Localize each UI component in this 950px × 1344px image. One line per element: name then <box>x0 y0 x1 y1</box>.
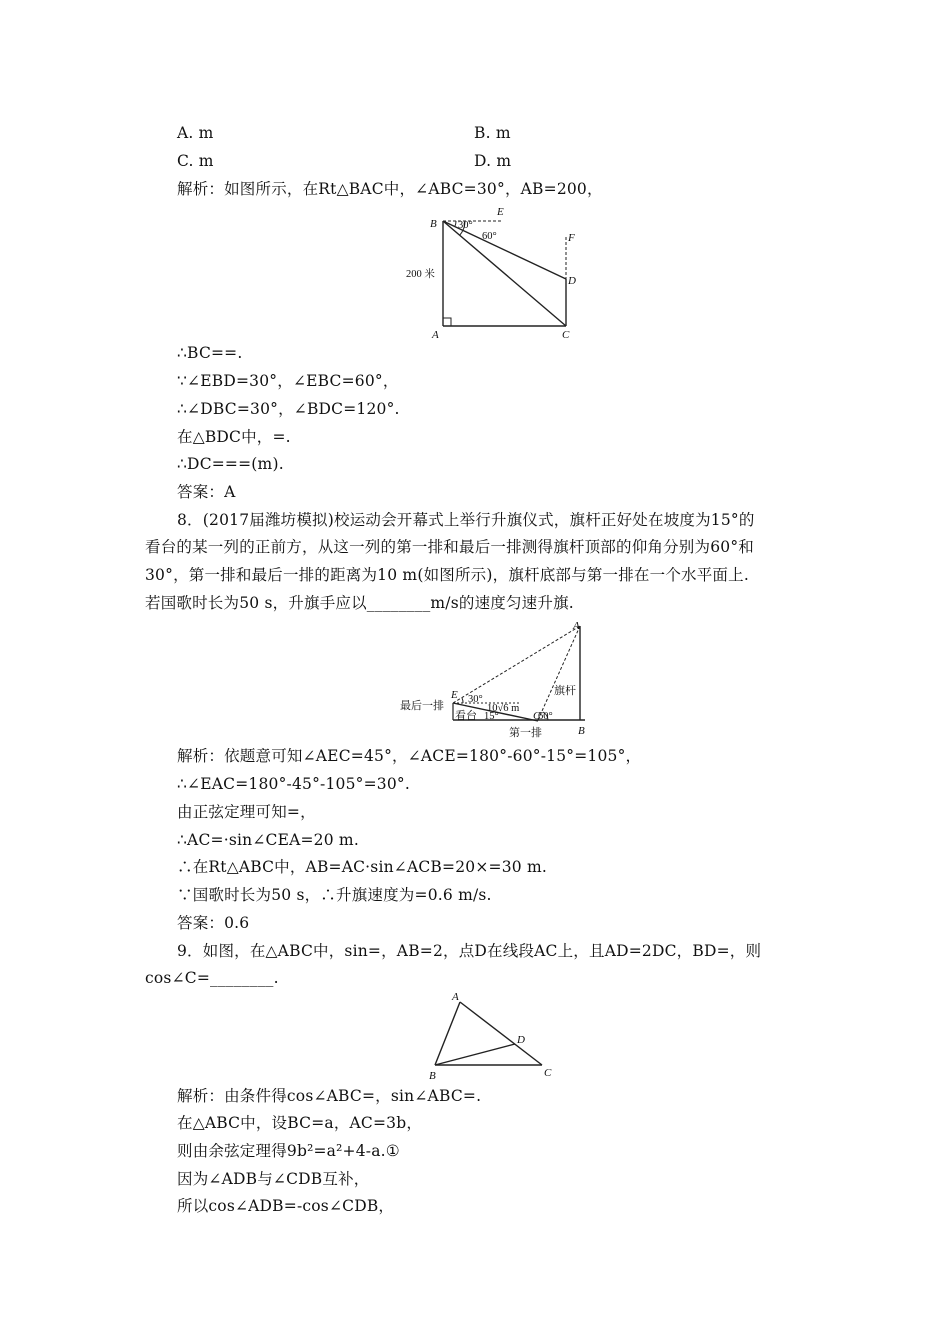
q8-answer: 答案：0.6 <box>177 914 250 932</box>
q8-solution-line: ∵国歌时长为50 s，∴升旗速度为=0.6 m/s. <box>177 886 492 904</box>
angle-arc-30 <box>455 221 456 227</box>
choice-c: C. m <box>177 152 214 170</box>
label-f: F <box>568 232 575 244</box>
choice-a: A. m <box>177 124 214 142</box>
q8-solution-line: 由正弦定理可知=， <box>177 803 316 821</box>
q9-solution-line: 因为∠ADB与∠CDB互补， <box>177 1170 370 1188</box>
q7-solution-line: ∴BC==. <box>177 344 243 362</box>
label-angle-30: 30° <box>458 220 473 231</box>
label-stand: 看台 <box>455 710 477 722</box>
choice-d: D. m <box>474 152 512 170</box>
q8-figure <box>395 618 600 740</box>
label-e: E <box>497 206 504 218</box>
angle-arc-e <box>462 698 463 703</box>
q9-stem-line: cos∠C=________. <box>145 969 279 987</box>
q9-stem-line: 9．如图，在△ABC中，sin=，AB=2，点D在线段AC上，且AD=2DC，BD=，则 <box>177 942 762 960</box>
q8-stem-line: 8．(2017届潍坊模拟)校运动会开幕式上举行升旗仪式，旗杆正好处在坡度为15°的 <box>177 511 755 529</box>
q7-solution-line: ∴DC===(m). <box>177 455 284 473</box>
label-flagpole: 旗杆 <box>554 685 576 697</box>
label-last-row: 最后一排 <box>400 700 444 712</box>
q9-solution-line: 所以cos∠ADB=-cos∠CDB， <box>177 1197 395 1215</box>
right-angle-mark <box>443 318 451 326</box>
label-first-row: 第一排 <box>509 727 542 739</box>
label-a: A <box>573 620 580 632</box>
q9-figure <box>420 990 560 1082</box>
q7-solution-line: 在△BDC中，=. <box>177 428 291 446</box>
label-angle-30: 30° <box>468 694 483 705</box>
label-angle-15: 15° <box>484 711 499 722</box>
q7-solution-line: ∵∠EBD=30°，∠EBC=60°， <box>177 372 399 390</box>
label-e: E <box>451 689 458 701</box>
label-angle-60: 60° <box>482 231 497 242</box>
label-c: C <box>533 710 541 722</box>
q7-figure <box>400 205 600 341</box>
q8-solution-line: ∴在Rt△ABC中，AB=AC·sin∠ACB=20×=30 m. <box>177 858 547 876</box>
label-d: D <box>517 1034 525 1046</box>
q8-solution-line: ∴AC=·sin∠CEA=20 m. <box>177 831 359 849</box>
label-b: B <box>430 218 437 230</box>
sightline-c <box>538 626 580 720</box>
segment-bc <box>443 221 566 326</box>
label-a: A <box>452 991 459 1003</box>
label-distance: 10√6 m <box>487 703 520 714</box>
choice-b: B. m <box>474 124 511 142</box>
label-b: B <box>429 1070 436 1082</box>
q8-solution-line: ∴∠EAC=180°-45°-105°=30°. <box>177 775 411 793</box>
label-c: C <box>562 329 570 341</box>
label-200m: 200 米 <box>406 269 435 280</box>
q7-answer: 答案：A <box>177 483 236 501</box>
label-c: C <box>544 1067 552 1079</box>
q7-solution-line: ∴∠DBC=30°，∠BDC=120°. <box>177 400 400 418</box>
label-b: B <box>578 725 585 737</box>
label-angle-60: 60° <box>538 711 553 722</box>
q8-stem-line: 若国歌时长为50 s，升旗手应以________m/s的速度匀速升旗. <box>145 594 574 612</box>
q9-solution-line: 解析：由条件得cos∠ABC=，sin∠ABC=. <box>177 1087 482 1105</box>
q8-stem-line: 30°，第一排和最后一排的距离为10 m(如图所示)，旗杆底部与第一排在一个水平面上. <box>145 566 749 584</box>
segment-bd <box>435 1044 515 1065</box>
label-a: A <box>432 329 439 341</box>
q8-stem-line: 看台的某一列的正前方，从这一列的第一排和最后一排测得旗杆顶部的仰角分别为60°和 <box>145 538 754 556</box>
q7-solution-line: 解析：如图所示，在Rt△BAC中，∠ABC=30°，AB=200， <box>177 180 603 198</box>
segment-ab <box>435 1002 460 1065</box>
q9-solution-line: 在△ABC中，设BC=a，AC=3b， <box>177 1114 423 1132</box>
q9-solution-line: 则由余弦定理得9b²=a²+4-a.① <box>177 1142 400 1160</box>
q8-solution-line: 解析：依题意可知∠AEC=45°，∠ACE=180°-60°-15°=105°， <box>177 747 642 765</box>
label-d: D <box>568 275 576 287</box>
